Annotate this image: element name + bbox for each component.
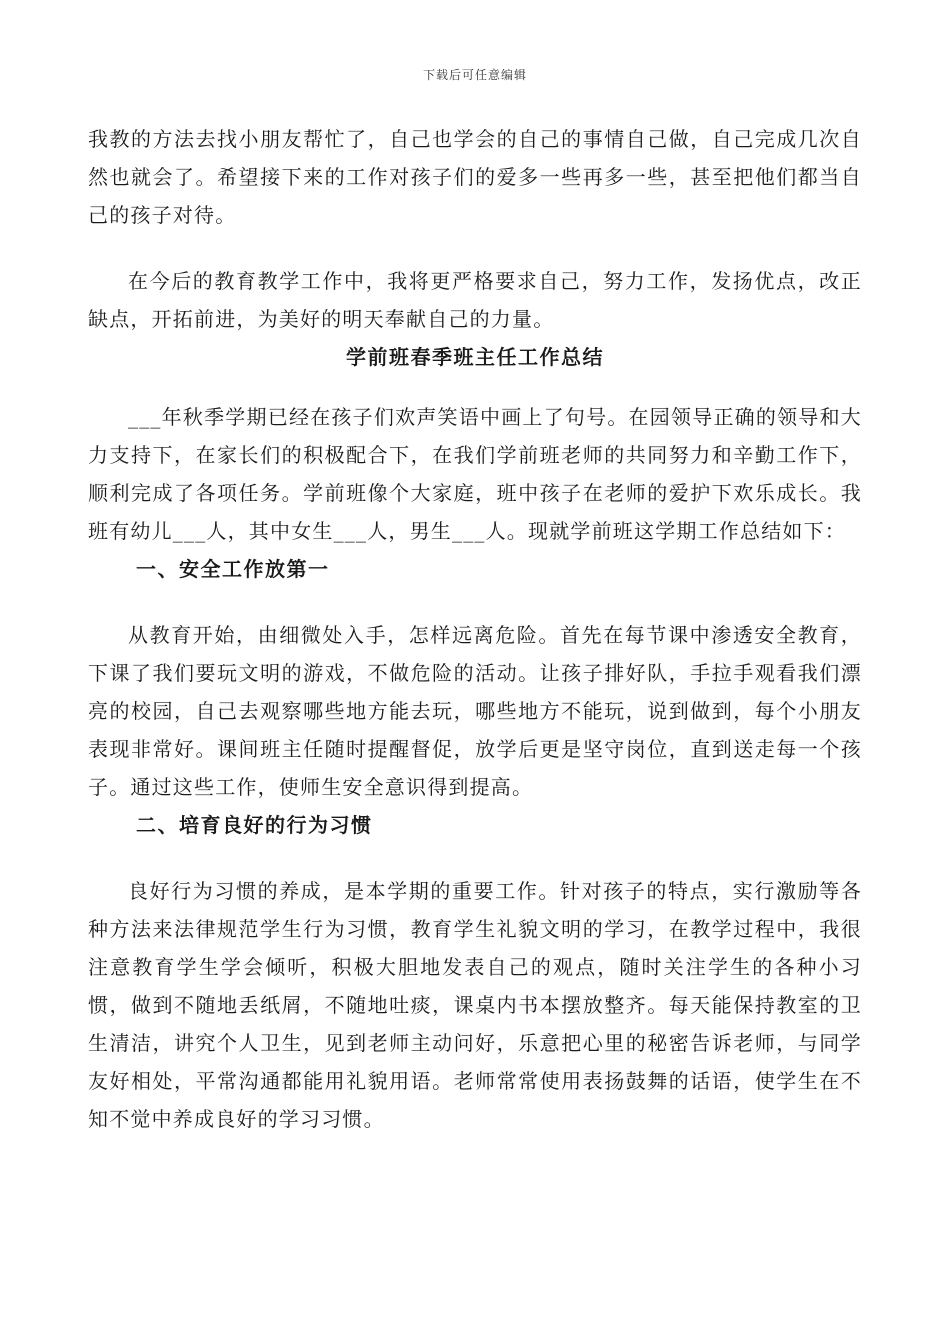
document-body — [88, 120, 862, 1138]
paragraph-continuation: 我教的方法去找小朋友帮忙了，自己也学会的自己的事情自己做，自己完成几次自然也就会了。希望接下来的工作对孩子们的爱多一些再多一些，甚至把他们都当自己的孩子对待。 — [88, 127, 862, 227]
section-heading-safety: 一、安全工作放第一 — [136, 557, 330, 581]
paragraph-closing: 在今后的教育教学工作中，我将更严格要求自己，努力工作，发扬优点，改正缺点，开拓前进，为美好的明天奉献自己的力量。 — [88, 269, 862, 331]
paragraph-intro: ___年秋季学期已经在孩子们欢声笑语中画上了句号。在园领导正确的领导和大力支持下，在家长们的积极配合下，在我们学前班老师的共同努力和辛勤工作下，顺利完成了各项任务。学前班像个大家庭，班中孩子在老师的爱护下欢乐成长。我班有幼儿___人，其中女生___人，男生___人。现就学前班这学期工作总结如下： — [88, 405, 862, 543]
paragraph-safety: 从教育开始，由细微处入手，怎样远离危险。首先在每节课中渗透安全教育，下课了我们要玩文明的游戏，不做危险的活动。让孩子排好队，手拉手观看我们漂亮的校园，自己去观察哪些地方能去玩，哪些地方不能玩，说到做到，每个小朋友表现非常好。课间班主任随时提醒督促，放学后更是坚守岗位，直到送走每一个孩子。通过这些工作，使师生安全意识得到提高。 — [88, 623, 862, 799]
paragraph-habits: 良好行为习惯的养成，是本学期的重要工作。针对孩子的特点，实行激励等各种方法来法律规范学生行为习惯，教育学生礼貌文明的学习，在教学过程中，我很注意教育学生学会倾听，积极大胆地发表自己的观点，随时关注学生的各种小习惯，做到不随地丢纸屑，不随地吐痰，课桌内书本摆放整齐。每天能保持教室的卫生清洁，讲究个人卫生，见到老师主动问好，乐意把心里的秘密告诉老师，与同学友好相处，平常沟通都能用礼貌用语。老师常常使用表扬鼓舞的话语，使学生在不知不觉中养成良好的学习习惯。 — [88, 879, 862, 1131]
document-title: 学前班春季班主任工作总结 — [346, 345, 604, 369]
section-heading-habits: 二、培育良好的行为习惯 — [136, 813, 373, 837]
header-note: 下载后可任意编辑 — [422, 68, 527, 82]
